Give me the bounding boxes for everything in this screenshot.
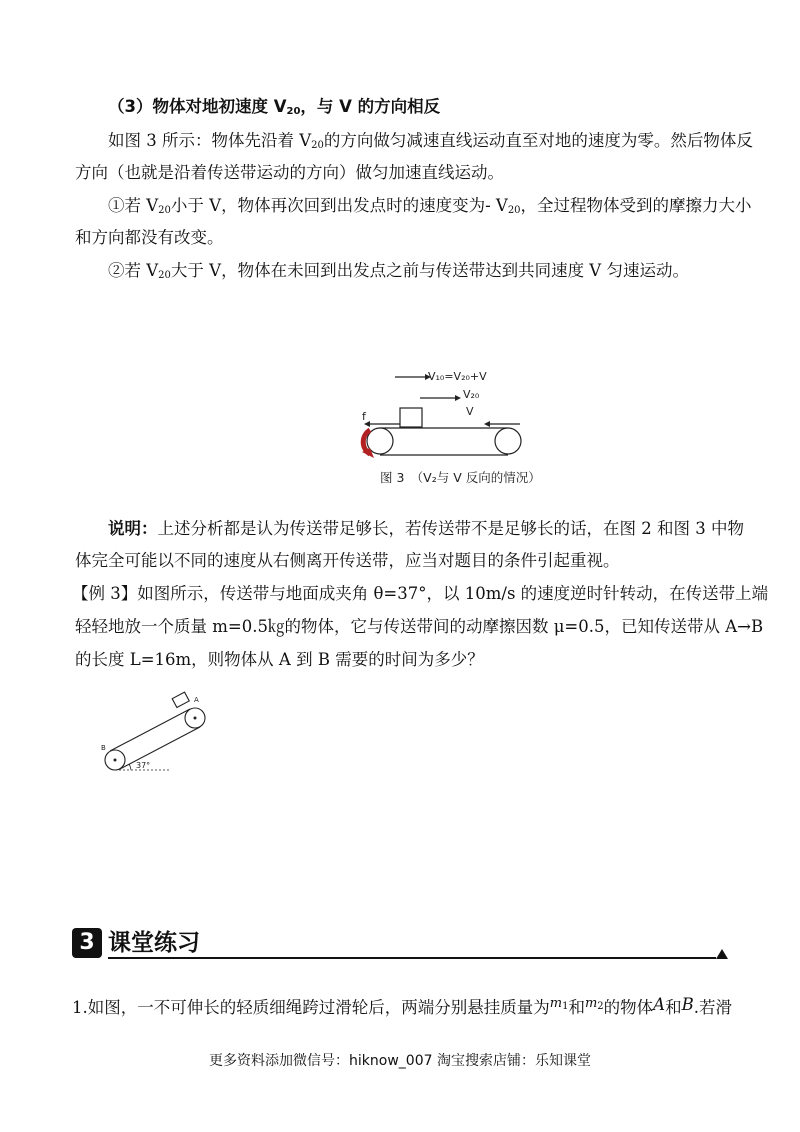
note-line [108,518,744,540]
math-var: B [681,995,694,1014]
incline-conveyor-figure [95,690,255,780]
text: 【例 3】如图所示，传送带与地面成夹角 θ=37°，以 10m/s 的速度逆时针转动，在传送带上端 [72,584,769,603]
subscript: 2 [597,1001,604,1012]
angle-arc [129,764,131,770]
pulley-right [495,428,521,454]
paragraph-line [108,260,689,287]
section-heading [108,96,440,123]
text: 大于 V，物体在未回到出发点之前与传送带达到共同速度 V 匀速运动。 [170,261,689,280]
figure-3-conveyor [340,360,580,490]
belt-top [110,709,190,751]
text: 和方向都没有改变。 [75,228,224,247]
page-footer: 更多资料添加微信号：hiknow_007 淘宝搜索店铺：乐知课堂 [209,1053,591,1069]
text: 的方向做匀减速直线运动直至对地的速度为零。然后物体反 [323,131,753,150]
belt-bottom [120,727,200,769]
example-line [72,583,768,605]
section-title: 课堂练习 [108,930,200,956]
label-v20: V₂₀ [463,388,480,401]
paragraph-line [75,550,620,572]
text: 小于 V，物体再次回到出发点时的速度变为- V [170,196,508,215]
section-header [72,928,728,960]
section-number: 3 [72,928,102,958]
text: ①若 V [108,196,159,215]
text: ，全过程物体受到的摩擦力大小 [520,196,752,215]
subscript: 20 [507,205,521,216]
subscript: 1 [562,1001,569,1012]
section-rule [108,957,716,959]
example-line [75,616,763,638]
subscript: 20 [158,270,171,281]
text: 和 [665,998,682,1017]
paragraph-line [75,162,504,184]
subscript: 20 [158,205,171,216]
block [172,692,189,707]
text: 上述分析都是认为传送带足够长，若传送带不是足够长的话，在图 2 和图 3 中物 [157,519,744,538]
text: 的物体 [603,998,654,1017]
text: 1.如图，一不可伸长的轻质细绳跨过滑轮后，两端分别悬挂质量为 [72,998,550,1017]
subscript: 20 [311,140,324,151]
note-label: 说明： [108,519,158,538]
text: .若滑 [693,998,732,1017]
heading-subscript: 20 [286,106,301,117]
example-line [75,649,484,671]
pulley-center [114,759,117,762]
heading-suffix: ，与 V 的方向相反 [300,97,441,116]
arrow-head [484,421,490,427]
paragraph-line [108,195,752,222]
text: 轻轻地放一个质量 m=0.5㎏的物体，它与传送带间的动摩擦因数 μ=0.5，已知传送带从 A→B [75,617,764,636]
math-var: m [549,996,563,1011]
label-b: B [101,744,106,752]
block [400,408,422,427]
angle-label: 37° [136,761,151,770]
label-f: f [362,410,366,423]
figure-caption: 图 3 （V₂与 V 反向的情况） [380,470,541,485]
math-var: A [653,995,666,1014]
text: 的长度 L=16m，则物体从 A 到 B 需要的时间为多少？ [75,650,484,669]
text: 方向（也就是沿着传送带运动的方向）做匀加速直线运动。 [75,163,504,182]
label-v: V [466,405,474,418]
label-v10: V₁₀=V₂₀+V [428,370,487,383]
exercise-line [72,993,732,1019]
pulley-center [194,717,197,720]
label-a: A [194,696,199,704]
text: ②若 V [108,261,159,280]
paragraph-line [108,130,753,157]
text: 体完全可能以不同的速度从右侧离开传送带，应当对题目的条件引起重视。 [75,551,620,570]
paragraph-line [75,227,224,249]
text: 和 [568,998,585,1017]
triangle-icon [716,949,728,959]
math-var: m [584,996,598,1011]
text: 如图 3 所示：物体先沿着 V [108,131,312,150]
arrow-head [455,395,461,401]
heading-prefix: （3）物体对地初速度 V [108,97,287,116]
